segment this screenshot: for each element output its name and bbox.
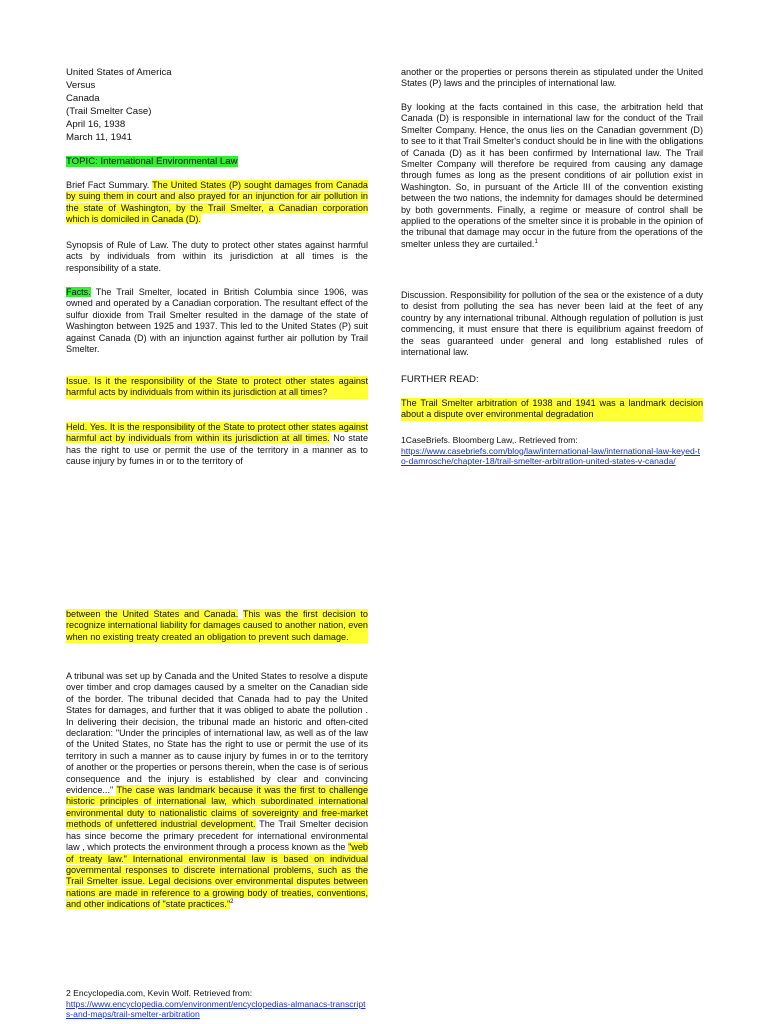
tribunal-paragraph: [66, 671, 368, 911]
footnote-marker: 1: [534, 238, 538, 245]
held-rest: No state has the right to use or permit the use of the territory in a manner as to cause injury by fumes in or to the territory of: [66, 433, 369, 467]
issue-text: Is it the responsibility of the State to protect other states against harmful acts by individuals from within its jurisdiction at all times?: [66, 376, 369, 398]
footnote-marker: 2: [230, 899, 234, 906]
issue-paragraph: [66, 376, 368, 399]
landmark-text: The Trail Smelter arbitration of 1938 and 1941 was a landmark decision about a dispute over environmental degradation: [401, 398, 703, 420]
header-line: March 11, 1941: [66, 132, 132, 143]
synopsis-paragraph: [66, 240, 368, 274]
page2-continuation: [66, 609, 368, 643]
footnote-2-text: 2 Encyclopedia.com, Kevin Wolf. Retrieved from:: [66, 988, 253, 998]
arbitration-text: By looking at the facts contained in this case, the arbitration held that Canada (D) is responsible in international law for the conduct of the Trail Smelter Company. Hence, the onus lies on the Canadian government (D) to see to it that Trail Smelter's conduct should be in line with the obligations of Canada (D) as it has been confirmed by International law. The Trail Smelter Company will therefore be required from causing any damage through fumes as long as the present conditions of air pollution exist in Washington. So, in pursuant of the Article III of the convention existing between the two nations, the indemnity for damages should be determined by both governments. Finally, a regime or measure of control shall be applied to the operations of the smelter since it is probable in the opinion of the tribunal that damage may occur in the future from the operations of the smelter unless they are curtailed.: [401, 102, 703, 249]
issue-label: Issue.: [66, 376, 91, 386]
header-line: April 16, 1938: [66, 119, 126, 130]
footnote-1-link[interactable]: https://www.casebriefs.com/blog/law/international-law/international-law-keyed-to-damrosche/chapter-18/trail-smelter-arbitration-united-states-v-canada/: [401, 445, 701, 467]
header-line: United States of America: [66, 67, 172, 78]
discussion-paragraph: [401, 290, 703, 358]
header-line: Versus: [66, 80, 96, 91]
header-line: (Trail Smelter Case): [66, 106, 152, 117]
discussion-text: Discussion. Responsibility for pollution of the sea or the existence of a duty to desist from polluting the sea has never been laid at the feet of any country by any international tribunal. Although regulation of pollution is just commencing, it must ensure that there is equilibrium against freedom of the seas guaranteed under general and long established rules of international law.: [401, 290, 703, 358]
footnote-2-link[interactable]: https://www.encyclopedia.com/environment/encyclopedias-almanacs-transcripts-and-maps/trail-smelter-arbitration: [66, 998, 366, 1020]
continuation-text: another or the properties or persons therein as stipulated under the United States (P) laws and the principles of international law.: [401, 67, 703, 89]
continuation-highlight: between the United States and Canada.: [66, 609, 239, 619]
brief-fact-label: Brief Fact Summary.: [66, 180, 150, 190]
brief-fact-text: The United States (P) sought damages from Canada by suing them in court and also prayed for an injunction for air pollution in the state of Washington, by the Trail Smelter, a Canadian corporation which is domiciled in Canada (D).: [66, 180, 368, 225]
facts-text: The Trail Smelter, located in British Columbia since 1906, was owned and operated by a Canadian corporation. The resultant effect of the sulfur dioxide from Trail Smelter resulted in the damage of the state of Washington between 1925 and 1937. This led to the United States (P) suit against Canada (D) with an injunction against further air pollution by Trail Smelter.: [66, 287, 368, 355]
tribunal-plain-2: The Trail Smelter decision has since become the primary precedent for international environmental law , which protects the environment through a process known as the: [66, 819, 369, 853]
continuation-paragraph: [401, 67, 703, 90]
facts-label: Facts.: [66, 287, 91, 297]
held-label: Held.: [66, 422, 88, 432]
facts-paragraph: [66, 287, 368, 355]
held-paragraph: [66, 422, 368, 468]
topic-text: TOPIC: International Environmental Law: [66, 156, 238, 167]
held-highlight: Yes. It is the responsibility of the State to protect other states against harmful act by individuals from within its jurisdiction at all times.: [66, 422, 368, 444]
footnote-2: [66, 988, 368, 1020]
footnote-1: [401, 435, 703, 467]
continuation-rest: This was the first decision to recognize international liability for damages caused to another nation, even when no existing treaty created an obligation to prevent such damage.: [66, 609, 368, 642]
tribunal-highlight-2: "web of treaty law." International environmental law is based on individual governmental responses to discrete international problems, such as the Trail Smelter issue. Legal decisions over environmental disputes between nations are made in reference to a growing body of treaties, conventions, and other indications of "state practices.": [66, 842, 368, 910]
further-read-text: FURTHER READ:: [401, 374, 479, 385]
synopsis-text: Synopsis of Rule of Law. The duty to protect other states against harmful acts by individuals from within its jurisdiction at all times is the responsibility of a state.: [66, 240, 368, 273]
topic-line: [66, 156, 368, 167]
arbitration-paragraph: [401, 102, 703, 250]
brief-fact-paragraph: [66, 180, 368, 226]
case-header: [66, 66, 368, 144]
further-read-heading: [401, 374, 703, 385]
footnote-1-text: 1CaseBriefs. Bloomberg Law,. Retrieved from:: [401, 435, 578, 445]
landmark-paragraph: [401, 398, 703, 421]
tribunal-plain: A tribunal was set up by Canada and the United States to resolve a dispute over timber and crop damages caused by a smelter on the Canadian side of the border. The tribunal decided that Canada had to pay the United States for damages, and further that it was obliged to abate the pollution . In delivering their decision, the tribunal made an historic and often-cited declaration: "Under the principles of international law, as well as of the law of the United States, no State has the right to use or permit the use of its territory in such a manner as to cause injury by fumes in or to the territory of another or the properties or persons therein, when the case is of serious consequence and the injury is established by clear and convincing evidence...": [66, 671, 368, 796]
header-line: Canada: [66, 93, 100, 104]
tribunal-highlight-1: The case was landmark because it was the first to challenge historic principles of international law, which subordinated international environmental duty to nationalistic claims of sovereignty and free-market methods of unfettered industrial development.: [66, 785, 368, 830]
